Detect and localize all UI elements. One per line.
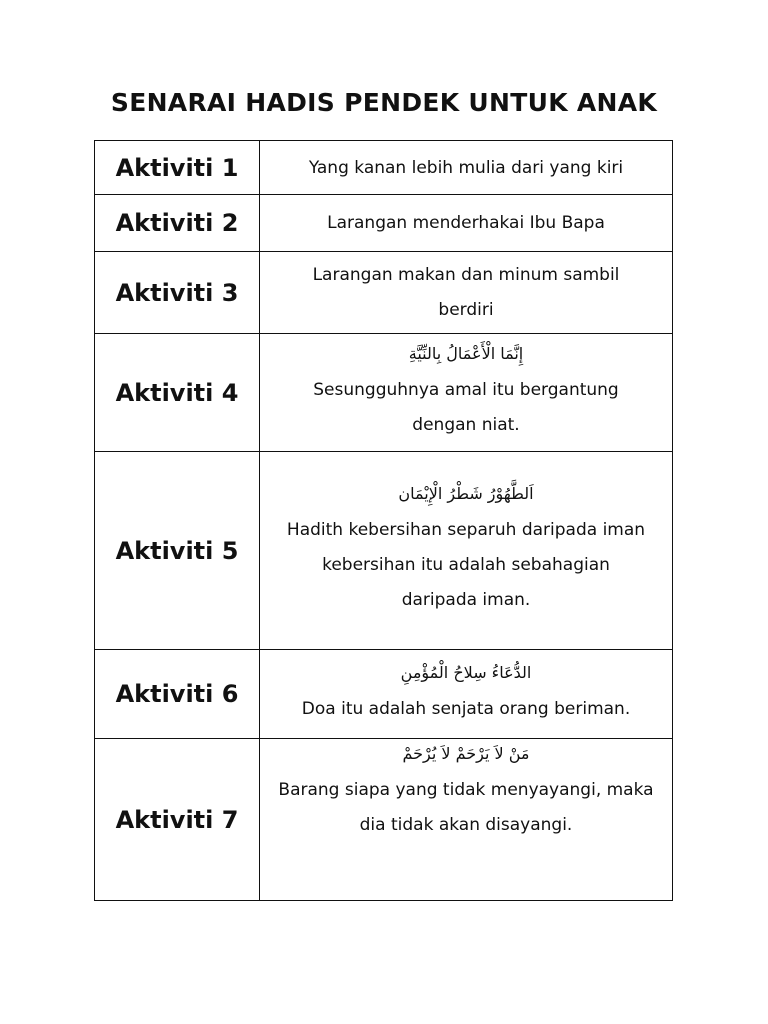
activity-label: Aktiviti 1 [95, 141, 260, 195]
hadith-meaning: kebersihan itu adalah sebahagian daripada iman. [322, 555, 610, 610]
hadith-meaning: Doa itu adalah senjata orang beriman. [301, 698, 631, 719]
arabic-hadith: اَلطَّهُوْرُ شَطْرُ الْإِيْمَان [398, 484, 534, 503]
activity-label: Aktiviti 2 [95, 195, 260, 252]
activity-label: Aktiviti 4 [95, 334, 260, 452]
activity-content [260, 195, 673, 252]
hadith-meaning: Larangan menderhakai Ibu Bapa [327, 213, 605, 233]
hadith-meaning: Sesungguhnya amal itu bergantung dengan niat. [313, 379, 619, 435]
activity-content [260, 452, 673, 650]
activity-content [260, 141, 673, 195]
activity-content [260, 650, 673, 739]
hadith-table [94, 140, 673, 901]
table-row [95, 334, 673, 452]
activity-content [260, 252, 673, 334]
table-row [95, 195, 673, 252]
hadith-meaning: Larangan makan dan minum sambil berdiri [312, 264, 620, 320]
arabic-hadith: مَنْ لاَ يَرْحَمْ لاَ يُرْحَمْ [402, 744, 530, 763]
activity-content [260, 334, 673, 452]
page-title: SENARAI HADIS PENDEK UNTUK ANAK [110, 88, 658, 117]
table-row [95, 739, 673, 901]
activity-content [260, 739, 673, 901]
arabic-hadith: الدُّعَاءُ سِلاحُ الْمُؤْمِنِ [400, 662, 532, 682]
activity-label: Aktiviti 7 [95, 739, 260, 901]
table-row [95, 650, 673, 739]
hadith-meaning: Hadith kebersihan separuh daripada iman [286, 520, 646, 540]
hadith-meaning: Barang siapa yang tidak menyayangi, maka dia tidak akan disayangi. [278, 780, 654, 835]
activity-label: Aktiviti 3 [95, 252, 260, 334]
activity-label: Aktiviti 5 [95, 452, 260, 650]
table-row [95, 452, 673, 650]
hadith-meaning: Yang kanan lebih mulia dari yang kiri [308, 157, 624, 178]
table-row [95, 252, 673, 334]
arabic-hadith: إِنَّمَا الْأَعْمَالُ بِالنِّيَّةِ [408, 343, 524, 363]
table-row [95, 141, 673, 195]
activity-label: Aktiviti 6 [95, 650, 260, 739]
